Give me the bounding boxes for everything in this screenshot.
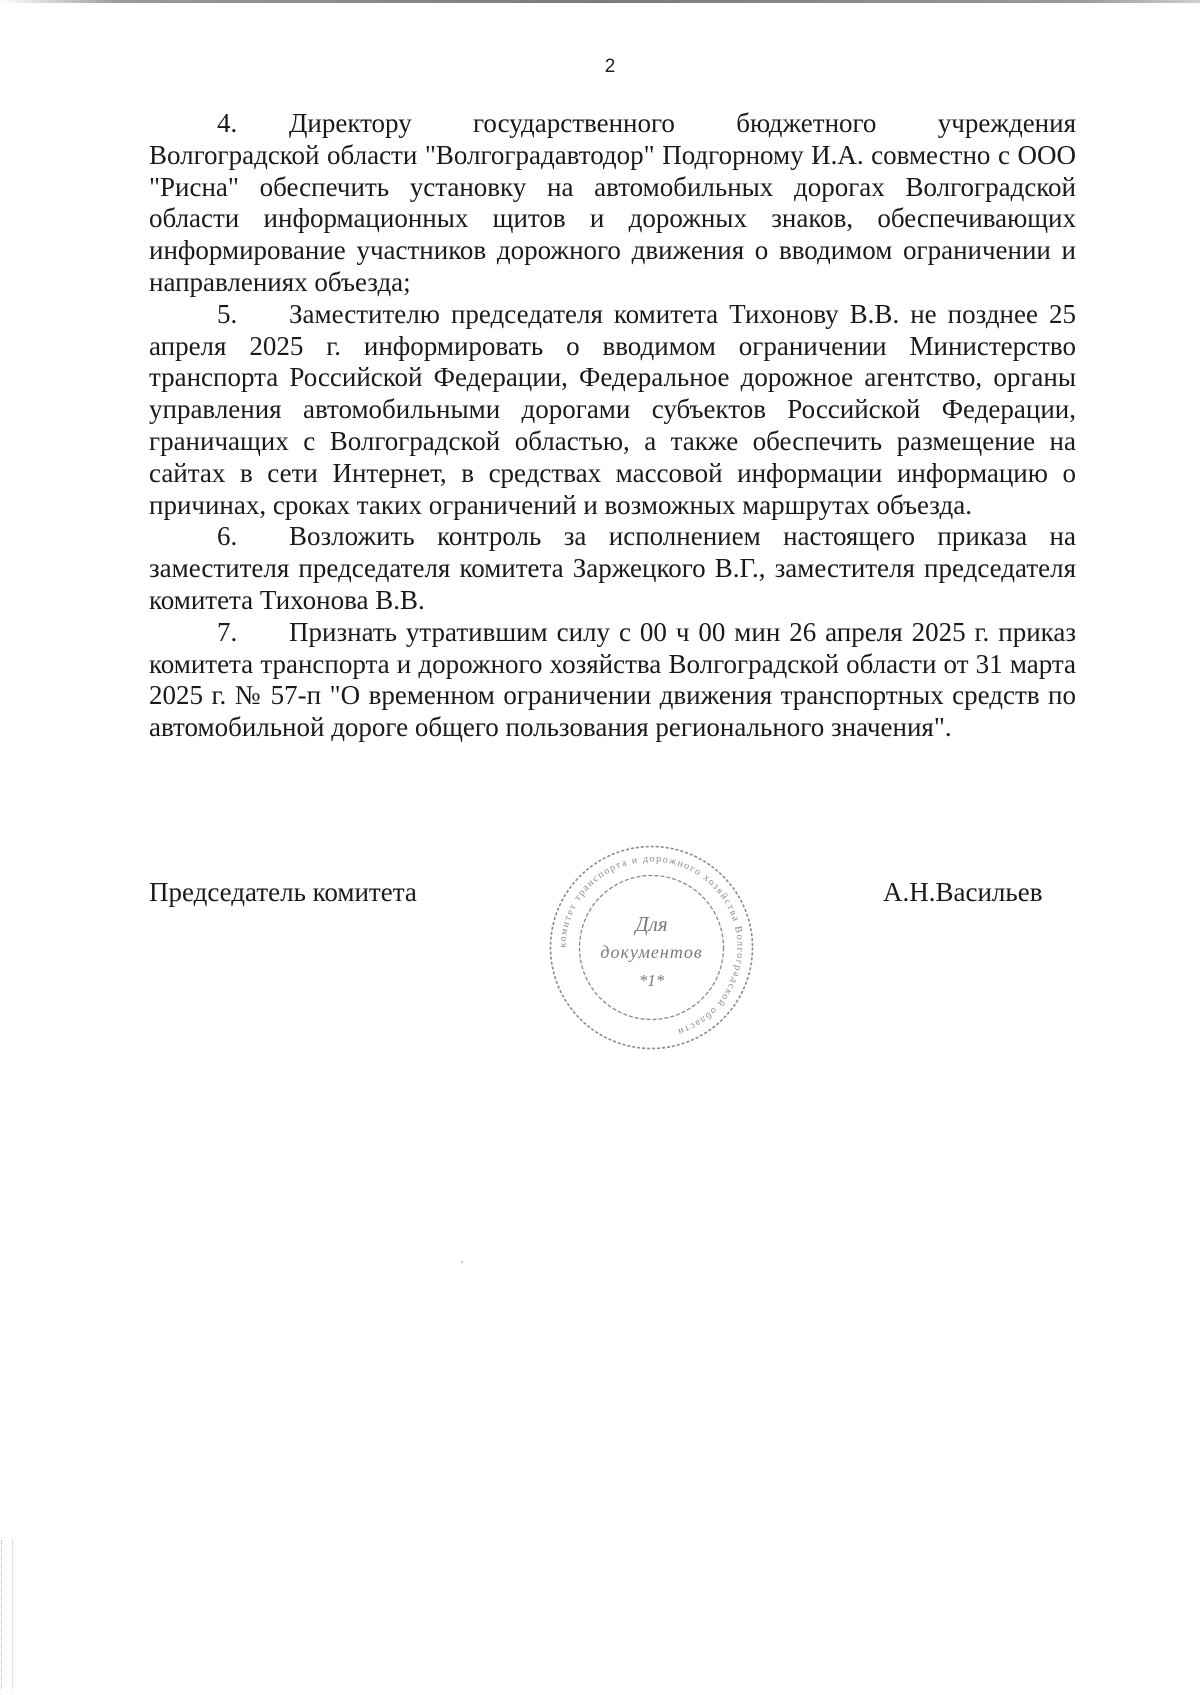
paragraph-5 <box>149 299 1076 522</box>
paragraph-number: 7. <box>217 616 238 647</box>
paragraph-6 <box>149 521 1076 616</box>
paragraph-4 <box>149 108 1076 299</box>
stamp-text-line2: документов <box>600 942 703 962</box>
document-body <box>149 108 1076 744</box>
scan-edge-top <box>0 0 1200 3</box>
paragraph-text: Признать утратившим силу с 00 ч 00 мин 26 апреля 2025 г. приказ комитета транспорта и дорожного хозяйства Волгоградской области от 31 марта 2025 г. № 57-п "О временном ограничении движения транспортных средств по автомобильной дороге общего пользования регионального значения". <box>149 616 1076 743</box>
paragraph-7 <box>149 617 1076 744</box>
stamp-text-line1: Для <box>635 912 668 936</box>
official-stamp <box>544 840 759 1055</box>
paragraph-text: Директору государственного бюджетного учреждения Волгоградской области "Волгоградавтодор" Подгорному И.А. совместно с ООО "Рисна" обеспечить установку на автомобильных дорогах Волгоградской области информационных щитов и дорожных знаков, обеспечивающих информирование участников дорожного движения о вводимом ограничении и направлениях объезда; <box>149 108 1076 297</box>
paragraph-number: 5. <box>217 298 238 329</box>
paragraph-text: Заместителю председателя комитета Тихонову В.В. не позднее 25 апреля 2025 г. информировать о вводимом ограничении Министерство транспорта Российской Федерации, Федеральное дорожное агентство, органы управления автомобильными дорогами субъектов Российской Федерации, граничащих с Волгоградской областью, а также обеспечить размещение на сайтах в сети Интернет, в средствах массовой информации информацию о причинах, сроках таких ограничений и возможных маршрутах объезда. <box>149 298 1076 520</box>
signatory-name: А.Н.Васильев <box>883 877 1043 907</box>
paragraph-number: 4. <box>217 108 238 138</box>
stamp-text-line3: *1* <box>638 971 665 990</box>
scan-edge-marks <box>1 1540 13 1690</box>
signature-block <box>149 853 1076 1076</box>
page-number: 2 <box>604 56 616 77</box>
stamp-ring-text: комитет транспорта и дорожного хозяйства Волгоградской области <box>557 853 746 1038</box>
paragraph-number: 6. <box>217 521 238 552</box>
signatory-title: Председатель комитета <box>149 877 417 907</box>
paragraph-text: Возложить контроль за исполнением настоящего приказа на заместителя председателя комитета Заржецкого В.Г., заместителя председателя комитета Тихонова В.В. <box>149 521 1076 615</box>
scan-speck <box>461 1261 463 1263</box>
